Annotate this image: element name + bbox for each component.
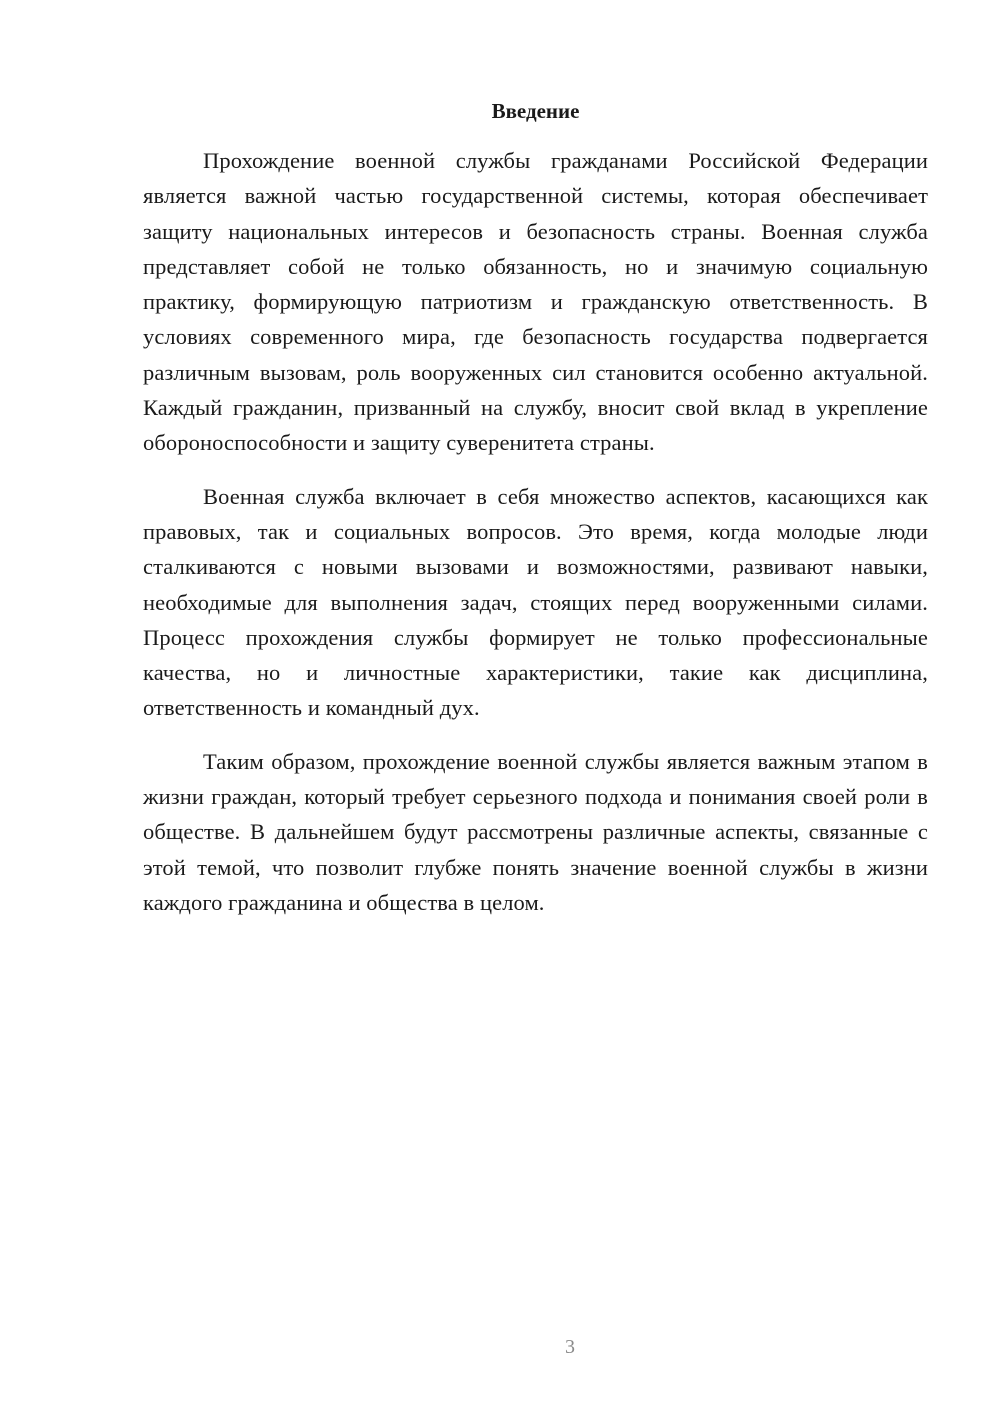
section-heading: Введение bbox=[491, 99, 580, 123]
paragraph-1: Прохождение военной службы гражданами Российской Федерации является важной частью государственной системы, которая обеспечивает защиту национальных интересов и безопасность страны. Военная служба представляет собой не только обязанность, но и значимую социальную практику, формирующую патриотизм и гражданскую ответственность. В условиях современного мира, где безопасность государства подвергается различным вызовам, роль вооруженных сил становится особенно актуальной. Каждый гражданин, призванный на службу, вносит свой вклад в укрепление обороноспособности и защиту суверенитета страны. bbox=[143, 148, 928, 456]
paragraph-2: Военная служба включает в себя множество аспектов, касающихся как правовых, так и социальных вопросов. Это время, когда молодые люди сталкиваются с новыми вызовами и возможностями, развивают навыки, необходимые для выполнения задач, стоящих перед вооруженными силами. Процесс прохождения службы формирует не только профессиональные качества, но и личностные характеристики, такие как дисциплина, ответственность и командный дух. bbox=[143, 483, 928, 721]
body-text bbox=[143, 143, 928, 920]
paragraph-3: Таким образом, прохождение военной службы является важным этапом в жизни граждан, который требует серьезного подхода и понимания своей роли в обществе. В дальнейшем будут рассмотрены различные аспекты, связанные с этой темой, что позволит глубже понять значение военной службы в жизни каждого гражданина и общества в целом. bbox=[143, 748, 928, 915]
page-number: 3 bbox=[565, 1336, 575, 1358]
